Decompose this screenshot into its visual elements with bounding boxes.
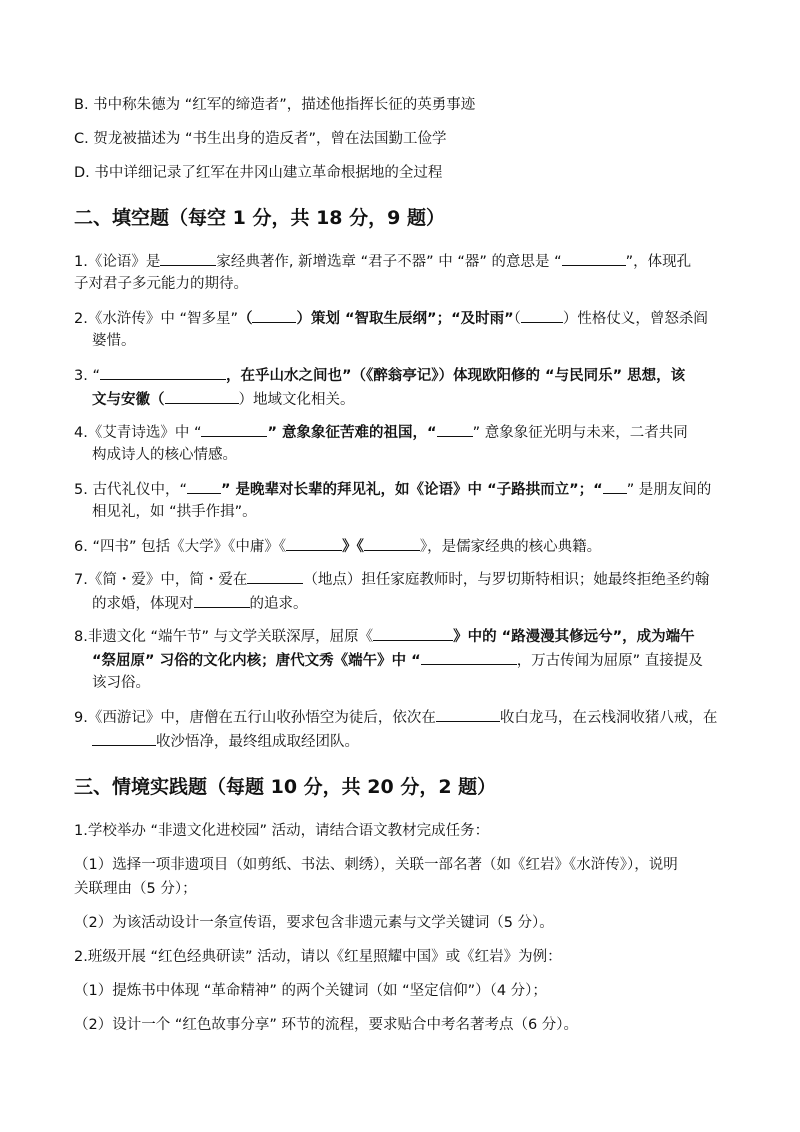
q8-text: 》中的 “路漫漫其修远兮”，成为端午 <box>453 629 695 645</box>
q7-text: 的求婚，体现对 <box>92 596 194 612</box>
q6-line1 <box>74 536 734 556</box>
q8-blank-2 <box>421 650 517 665</box>
q2-line2: 婆惜。 <box>92 333 136 349</box>
q1-text: 1.《论语》是 <box>74 254 161 270</box>
option-d: D. 书中详细记录了红军在井冈山建立革命根据地的全过程 <box>74 165 443 181</box>
q5-text: ” 是晚辈对长辈的拜见礼，如《论语》中 “子路拱而立”；“ <box>220 482 603 498</box>
q2-text: ）性格仗义，曾怒杀阎 <box>562 311 708 327</box>
q5-text: ” 是朋友间的 <box>626 482 712 498</box>
q3-text: ）地域文化相关。 <box>238 392 355 408</box>
q1-blank-1 <box>160 251 216 266</box>
q4-line2: 构成诗人的核心情感。 <box>92 447 237 463</box>
q4-text: ” 意象象征苦难的祖国，“ <box>267 425 437 441</box>
q1-text: 家经典著作, 新增选章 “君子不器” 中 “器” 的意思是 “ <box>216 254 562 270</box>
q7-text: 7.《简・爱》中，简・爱在 <box>74 572 248 588</box>
q2-blank-2 <box>521 308 563 323</box>
section3-title: 三、情境实践题（每题 10 分，共 20 分，2 题） <box>74 776 497 798</box>
q9-text: 收沙悟净，最终组成取经团队。 <box>156 734 359 750</box>
q8-text: ，万古传闻为屈原” 直接提及 <box>516 653 703 669</box>
q1-line2: 子对君子多元能力的期待。 <box>74 276 248 292</box>
s3-q1: 1.学校举办 “非遗文化进校园” 活动，请结合语文教材完成任务： <box>74 823 490 839</box>
q5-blank-2 <box>603 479 627 494</box>
q7-line1 <box>74 569 734 589</box>
s3-q1-1-line1: （1）选择一项非遗项目（如剪纸、书法、刺绣），关联一部名著（如《红岩》《水浒传》），说明 <box>74 857 678 873</box>
q9-text: 收白龙马，在云栈洞收猪八戒，在 <box>499 710 718 726</box>
q3-text: 3. “ <box>74 368 100 384</box>
q8-line3: 该习俗。 <box>92 675 150 691</box>
q4-text: ” 意象象征光明与未来，二者共同 <box>472 425 688 441</box>
q9-text: 9.《西游记》中，唐僧在五行山收孙悟空为徒后，依次在 <box>74 710 436 726</box>
q9-line2 <box>92 731 752 751</box>
q4-blank-2 <box>437 422 473 437</box>
q6-blank-2 <box>364 536 420 551</box>
q4-blank-1 <box>201 422 267 437</box>
q2-blank-1 <box>252 308 296 323</box>
q9-blank-1 <box>436 707 500 722</box>
q8-line2 <box>92 650 752 670</box>
q8-line1 <box>74 626 734 646</box>
q4-text: 4.《艾青诗选》中 “ <box>74 425 202 441</box>
q3-text: 文与安徽（ <box>92 392 165 408</box>
q1-line1 <box>74 251 734 271</box>
q7-line2 <box>92 593 752 613</box>
q5-line2: 相见礼，如 “拱手作揖”。 <box>92 504 257 520</box>
option-c: C. 贺龙被描述为 “书生出身的造反者”，曾在法国勤工俭学 <box>74 131 447 147</box>
q3-text: ，在乎山水之间也”（《醉翁亭记》）体现欧阳修的 “与民同乐” 思想，该 <box>225 368 686 384</box>
s3-q2: 2.班级开展 “红色经典研读” 活动，请以《红星照耀中国》或《红岩》为例： <box>74 949 562 965</box>
s3-q1-1-line2: 关联理由（5 分）； <box>74 881 197 897</box>
s3-q2-2: （2）设计一个 “红色故事分享” 环节的流程，要求贴合中考名著考点（6 分）。 <box>74 1017 579 1033</box>
q6-text: 》，是儒家经典的核心典籍。 <box>419 539 602 555</box>
q3-line2 <box>92 389 752 409</box>
q8-text: “祭屈原” 习俗的文化内核；唐代文秀《端午》中 “ <box>92 653 421 669</box>
section2-title: 二、填空题（每空 1 分，共 18 分，9 题） <box>74 207 445 229</box>
s3-q1-2: （2）为该活动设计一条宣传语，要求包含非遗元素与文学关键词（5 分）。 <box>74 915 554 931</box>
q2-text: （ <box>513 311 521 327</box>
q7-text: 的追求。 <box>249 596 308 612</box>
q7-text: （地点）担任家庭教师时，与罗切斯特相识；她最终拒绝圣约翰 <box>303 572 710 588</box>
q3-blank-1 <box>100 365 226 380</box>
q4-line1 <box>74 422 734 442</box>
q6-text: 》《 <box>342 539 364 555</box>
s3-q2-1: （1）提炼书中体现 “革命精神” 的两个关键词（如 “坚定信仰”）（4 分）； <box>74 983 547 999</box>
q7-blank-1 <box>247 569 303 584</box>
q3-line1 <box>74 365 734 385</box>
q9-line1 <box>74 707 734 727</box>
q7-blank-2 <box>194 593 250 608</box>
q5-blank-1 <box>187 479 221 494</box>
q8-text: 8.非遗文化 “端午节” 与文学关联深厚，屈原《 <box>74 629 374 645</box>
q2-text: 2.《水浒传》中 “智多星” <box>74 311 238 327</box>
q6-blank-1 <box>286 536 342 551</box>
q2-text: （ <box>237 311 253 327</box>
q1-text: ”，体现孔 <box>625 254 692 270</box>
q1-blank-2 <box>562 251 626 266</box>
q5-text: 5. 古代礼仪中，“ <box>74 482 187 498</box>
q6-text: 6. “四书” 包括《大学》《中庸》《 <box>74 539 287 555</box>
q5-line1 <box>74 479 734 499</box>
q2-line1 <box>74 308 734 328</box>
q9-blank-2 <box>92 731 156 746</box>
q8-blank-1 <box>373 626 453 641</box>
q3-blank-2 <box>165 389 239 404</box>
q2-text: ）策划 “智取生辰纲”；“及时雨” <box>296 311 514 327</box>
option-b: B. 书中称朱德为 “红军的缔造者”，描述他指挥长征的英勇事迹 <box>74 97 476 113</box>
